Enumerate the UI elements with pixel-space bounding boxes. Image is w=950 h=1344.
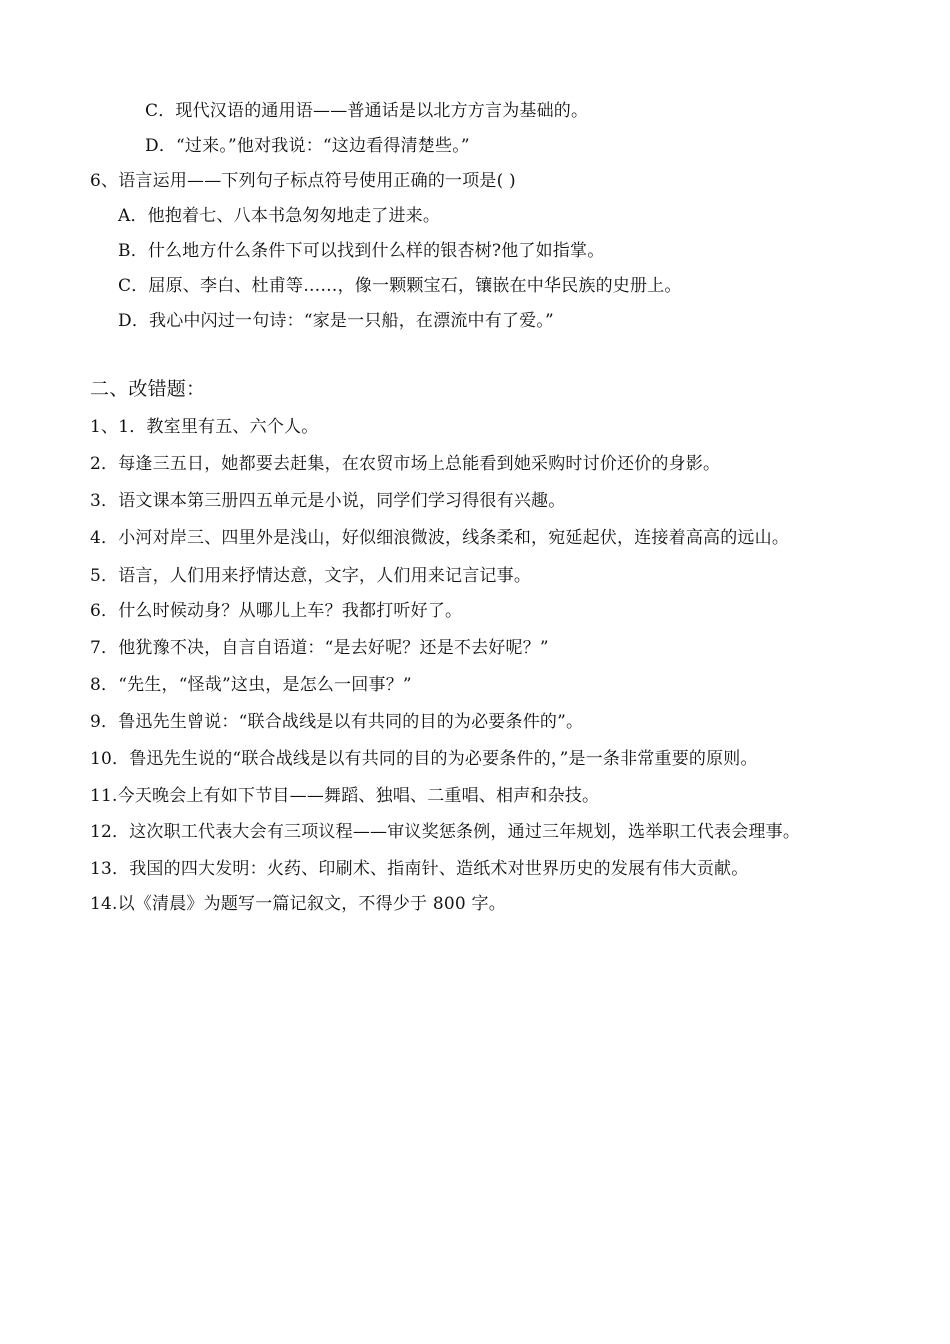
q6-option-a: A．他抱着七、八本书急匆匆地走了进来。	[118, 206, 441, 226]
q6-option-d: D．我心中闪过一句诗：“家是一只船，在漂流中有了爱。”	[118, 311, 554, 331]
section2-item-1: 1、1．教室里有五、六个人。	[90, 417, 319, 437]
section2-item-14: 14.以《清晨》为题写一篇记叙文，不得少于 800 字。	[90, 894, 506, 914]
section2-item-5: 5．语言，人们用来抒情达意，文字，人们用来记言记事。	[90, 566, 532, 586]
section2-item-4: 4．小河对岸三、四里外是浅山，好似细浪微波，线条柔和，宛延起伏，连接着高高的远山。	[90, 528, 790, 548]
section2-title: 二、改错题：	[90, 378, 206, 400]
q5-option-d: D．“过来。”他对我说：“这边看得清楚些。”	[145, 136, 470, 156]
section2-item-10: 10．鲁迅先生说的“联合战线是以有共同的目的为必要条件的，”是一条非常重要的原则。	[90, 749, 758, 769]
section2-item-8: 8．“先生，“怪哉”这虫，是怎么一回事？”	[90, 675, 412, 695]
section2-item-9: 9．鲁迅先生曾说：“联合战线是以有共同的目的为必要条件的”。	[90, 712, 584, 732]
q6-option-c: C．屈原、李白、杜甫等……，像一颗颗宝石，镶嵌在中华民族的史册上。	[118, 276, 682, 296]
section2-item-7: 7．他犹豫不决，自言自语道：“是去好呢？还是不去好呢？”	[90, 638, 549, 658]
q5-option-c: C．现代汉语的通用语——普通话是以北方方言为基础的。	[145, 101, 589, 121]
section2-item-13: 13．我国的四大发明：火药、印刷术、指南针、造纸术对世界历史的发展有伟大贡献。	[90, 859, 749, 879]
q6-stem: 6、语言运用——下列句子标点符号使用正确的一项是( )	[90, 171, 516, 191]
section2-item-3: 3．语文课本第三册四五单元是小说，同学们学习得很有兴趣。	[90, 491, 566, 511]
q6-option-b: B．什么地方什么条件下可以找到什么样的银杏树?他了如指掌。	[118, 241, 605, 261]
section2-item-6: 6．什么时候动身？从哪儿上车？我都打听好了。	[90, 601, 463, 621]
section2-item-12: 12．这次职工代表大会有三项议程——审议奖惩条例，通过三年规划，选举职工代表会理事。	[90, 822, 801, 842]
section2-item-11: 11.今天晚会上有如下节目——舞蹈、独唱、二重唱、相声和杂技。	[90, 786, 600, 806]
section2-item-2: 2．每逢三五日，她都要去赶集，在农贸市场上总能看到她采购时讨价还价的身影。	[90, 454, 721, 474]
